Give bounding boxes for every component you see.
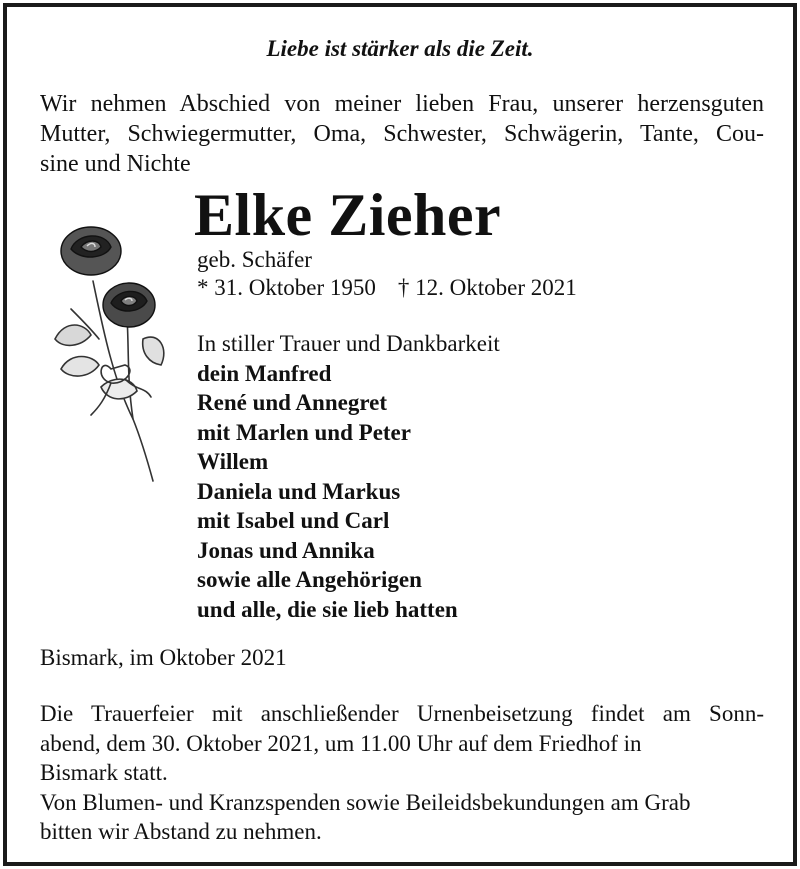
intro-line: Wir nehmen Abschied von meiner lieben Frau, unserer herzensguten: [40, 91, 764, 117]
mourning-intro: In stiller Trauer und Dankbarkeit: [197, 331, 500, 356]
mourner-name: René und Annegret: [197, 390, 387, 415]
mourner-name: dein Manfred: [197, 360, 332, 386]
birth-date: * 31. Oktober 1950: [197, 275, 376, 300]
motto: Liebe ist stärker als die Zeit.: [266, 36, 534, 61]
funeral-line: Bismark statt.: [40, 760, 168, 785]
funeral-line: Die Trauerfeier mit anschließender Urnenbeisetzung findet am Sonn-: [40, 701, 764, 726]
birth-name: geb. Schäfer: [197, 247, 312, 272]
place-date: Bismark, im Oktober 2021: [40, 645, 287, 670]
funeral-line: abend, dem 30. Oktober 2021, um 11.00 Uhr auf dem Friedhof in: [40, 730, 642, 756]
roses-icon: [41, 219, 171, 489]
mourner-name: mit Marlen und Peter: [197, 419, 411, 445]
mourner-name: Daniela und Markus: [197, 478, 401, 504]
death-date: † 12. Oktober 2021: [397, 275, 577, 300]
mourner-name: Willem: [197, 449, 269, 474]
mourners-list: [197, 329, 500, 624]
intro-paragraph: [40, 89, 764, 179]
obituary-frame: [3, 3, 797, 866]
intro-line: sine und Nichte: [40, 151, 191, 177]
mourner-name: sowie alle Angehörigen: [197, 567, 422, 592]
mourner-name: und alle, die sie lieb hatten: [197, 596, 458, 622]
funeral-notice: [40, 699, 764, 847]
intro-line: Mutter, Schwiegermutter, Oma, Schwester, Schwägerin, Tante, Cou-: [40, 121, 764, 147]
funeral-line: bitten wir Abstand zu nehmen.: [40, 819, 322, 844]
mourner-name: Jonas und Annika: [197, 537, 375, 563]
life-dates: [197, 275, 577, 301]
mourner-name: mit Isabel und Carl: [197, 508, 390, 533]
funeral-line: Von Blumen- und Kranzspenden sowie Beileidsbekundungen am Grab: [40, 789, 691, 815]
deceased-name: Elke Zieher: [194, 182, 502, 248]
